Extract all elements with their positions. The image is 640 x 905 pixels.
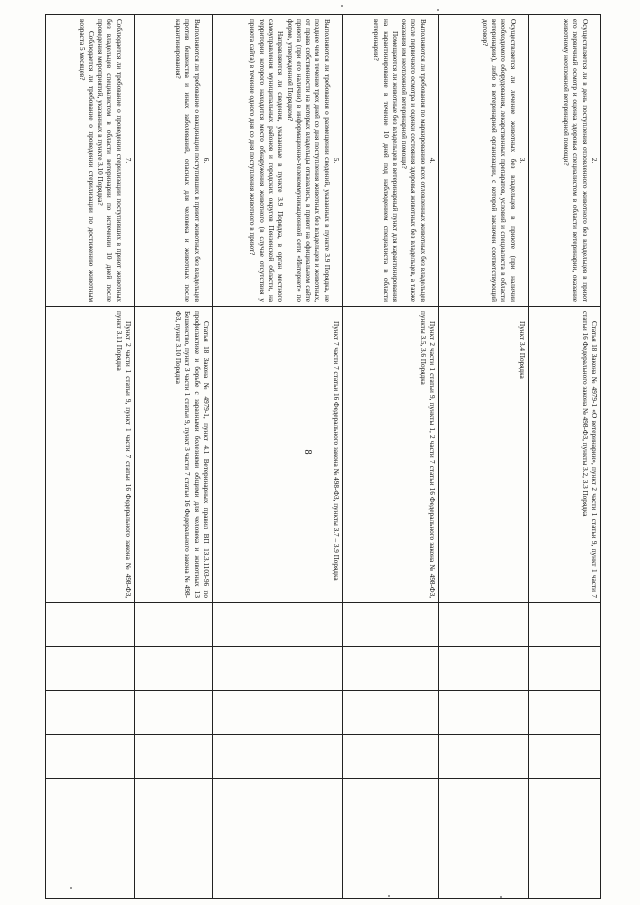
reference-cell: Пункт 2 части 1 статьи 9, пункты 1, 2 части 7 статьи 16 Федерального закона № 498-ФЗ, пункты 3.5, 3.6 Порядка bbox=[343, 307, 439, 603]
answer-na-cell bbox=[343, 691, 439, 735]
notes-cell bbox=[135, 779, 213, 899]
answer-extra-cell bbox=[135, 735, 213, 779]
table-row bbox=[529, 15, 601, 899]
table-row bbox=[135, 15, 213, 899]
answer-na-cell bbox=[46, 691, 135, 735]
reference-cell: Пункт 2 части 1 статьи 9, пункт 1 части 7 статьи 16 Федерального закона № 498-ФЗ, пункт 3.11 Порядка bbox=[46, 307, 135, 603]
reference-cell: Пункт 3.4 Порядка bbox=[439, 307, 529, 603]
answer-no-cell bbox=[439, 647, 529, 691]
question-cell: 2. Осуществляется ли в день поступления отловленного животного без владельцев в приют его первичный осмотр и оценка здоровья специалистом в области ветеринарии, оказание животному неотложной ветеринарной помощи? bbox=[529, 15, 601, 307]
reference-cell: Статья 18 Закона № 4979-1 «О ветеринарии», пункт 2 части 1 статьи 9, пункт 1 части 7 статьи 16 Федерального закона № 498-ФЗ, пункты 3.2, 3.3 Порядка bbox=[529, 307, 601, 603]
answer-yes-cell bbox=[529, 603, 601, 647]
table-row bbox=[343, 15, 439, 899]
table-row bbox=[213, 15, 343, 899]
question-cell: 4. Выполняются ли требования по маркированию всех отловленных животных без владельцев после первичного осмотра и оценки состояния здоровья животных без владельцев, а также оказания им неотложной ветеринарной помощи? Помещаются ли животные без владельцев в ветеринарный пункт для карантинирования на карантинирование в течение 10 дней под наблюдением специалиста в области ветеринарии? bbox=[343, 15, 439, 307]
page-number: 8 bbox=[302, 449, 313, 455]
answer-extra-cell bbox=[529, 735, 601, 779]
answer-na-cell bbox=[439, 691, 529, 735]
answer-yes-cell bbox=[46, 603, 135, 647]
answer-yes-cell bbox=[213, 603, 343, 647]
question-cell: 6. Выполняются ли требование о вакцинации поступивших в приют животных без владельцев против бешенства и иных заболеваний, опасных для человека и животных после карантинирования? bbox=[135, 15, 213, 307]
answer-na-cell bbox=[135, 691, 213, 735]
notes-cell bbox=[213, 779, 343, 899]
question-cell: 3. Осуществляется ли лечение животных без владельцев в приюте (при наличии необходимого оборудования, лекарственных препаратов, условий и специалиста в области ветеринарии), либо в ветеринарной организации, с которой заключен соответствующий договор? bbox=[439, 15, 529, 307]
checklist-table bbox=[45, 14, 601, 899]
answer-na-cell bbox=[213, 691, 343, 735]
reference-cell: Статья 18 Закона № 4979-1, пункт 4.1 Ветеринарных правил ВП 13.3.1103-96 по профилактике и борьбе с заразными болезнями общими для человека и животных 13 Бешенство, пункт 3 части 1 статьи 9, пункт 3 части 7 статьи 16 Федерального закона № 498-ФЗ, пункт 3.10 Порядка bbox=[135, 307, 213, 603]
notes-cell bbox=[529, 779, 601, 899]
scan-speck bbox=[500, 896, 502, 898]
question-cell: 5. Выполняются ли требования о размещении сведений, указанных в пункте 3.9 Порядка, не позднее чем в течение трех дней со дня поступления животных без владельцев и животных, от права собственности на которых владельцы отказались, в приют на официальном сайте приюта (при его наличии) в информационно-телекоммуникационной сети «Интернет» по форме, утвержденной Порядком? Направляются ли сведения, указанные в пункте 3.9 Порядка, в орган местного самоуправления муниципальных районов и городских округов Пензенской области, на территории которого находится место обнаружения животного (в случае отсутствия у приюта сайта) в течение одного дня со дня поступления животного в приют? bbox=[213, 15, 343, 307]
scan-speck bbox=[437, 9, 439, 11]
notes-cell bbox=[439, 779, 529, 899]
table-row bbox=[46, 15, 135, 899]
answer-no-cell bbox=[135, 647, 213, 691]
table-row bbox=[439, 15, 529, 899]
reference-cell: Пункт 7 части 7 статьи 16 Федерального закона № 498-ФЗ, пункты 3.7 – 3.9 Порядка bbox=[213, 307, 343, 603]
scan-speck bbox=[341, 5, 343, 7]
answer-extra-cell bbox=[46, 735, 135, 779]
answer-no-cell bbox=[46, 647, 135, 691]
answer-yes-cell bbox=[439, 603, 529, 647]
question-cell: 7. Соблюдается ли требование о проведении стерилизации поступивших в приют животных без владельцев специалистом в области ветеринарии по истечении 10 дней после проведения мероприятий, указанных в пункте 3.10 Порядка? Соблюдается ли требование о проведении стерилизации по достижению животным возраста 5 месяцев? bbox=[46, 15, 135, 307]
answer-extra-cell bbox=[213, 735, 343, 779]
answer-yes-cell bbox=[135, 603, 213, 647]
answer-extra-cell bbox=[439, 735, 529, 779]
scan-speck bbox=[70, 887, 72, 889]
scan-speck bbox=[388, 895, 390, 897]
answer-no-cell bbox=[213, 647, 343, 691]
notes-cell bbox=[343, 779, 439, 899]
rotated-content bbox=[46, 14, 601, 898]
answer-na-cell bbox=[529, 691, 601, 735]
answer-no-cell bbox=[343, 647, 439, 691]
answer-extra-cell bbox=[343, 735, 439, 779]
answer-no-cell bbox=[529, 647, 601, 691]
notes-cell bbox=[46, 779, 135, 899]
answer-yes-cell bbox=[343, 603, 439, 647]
